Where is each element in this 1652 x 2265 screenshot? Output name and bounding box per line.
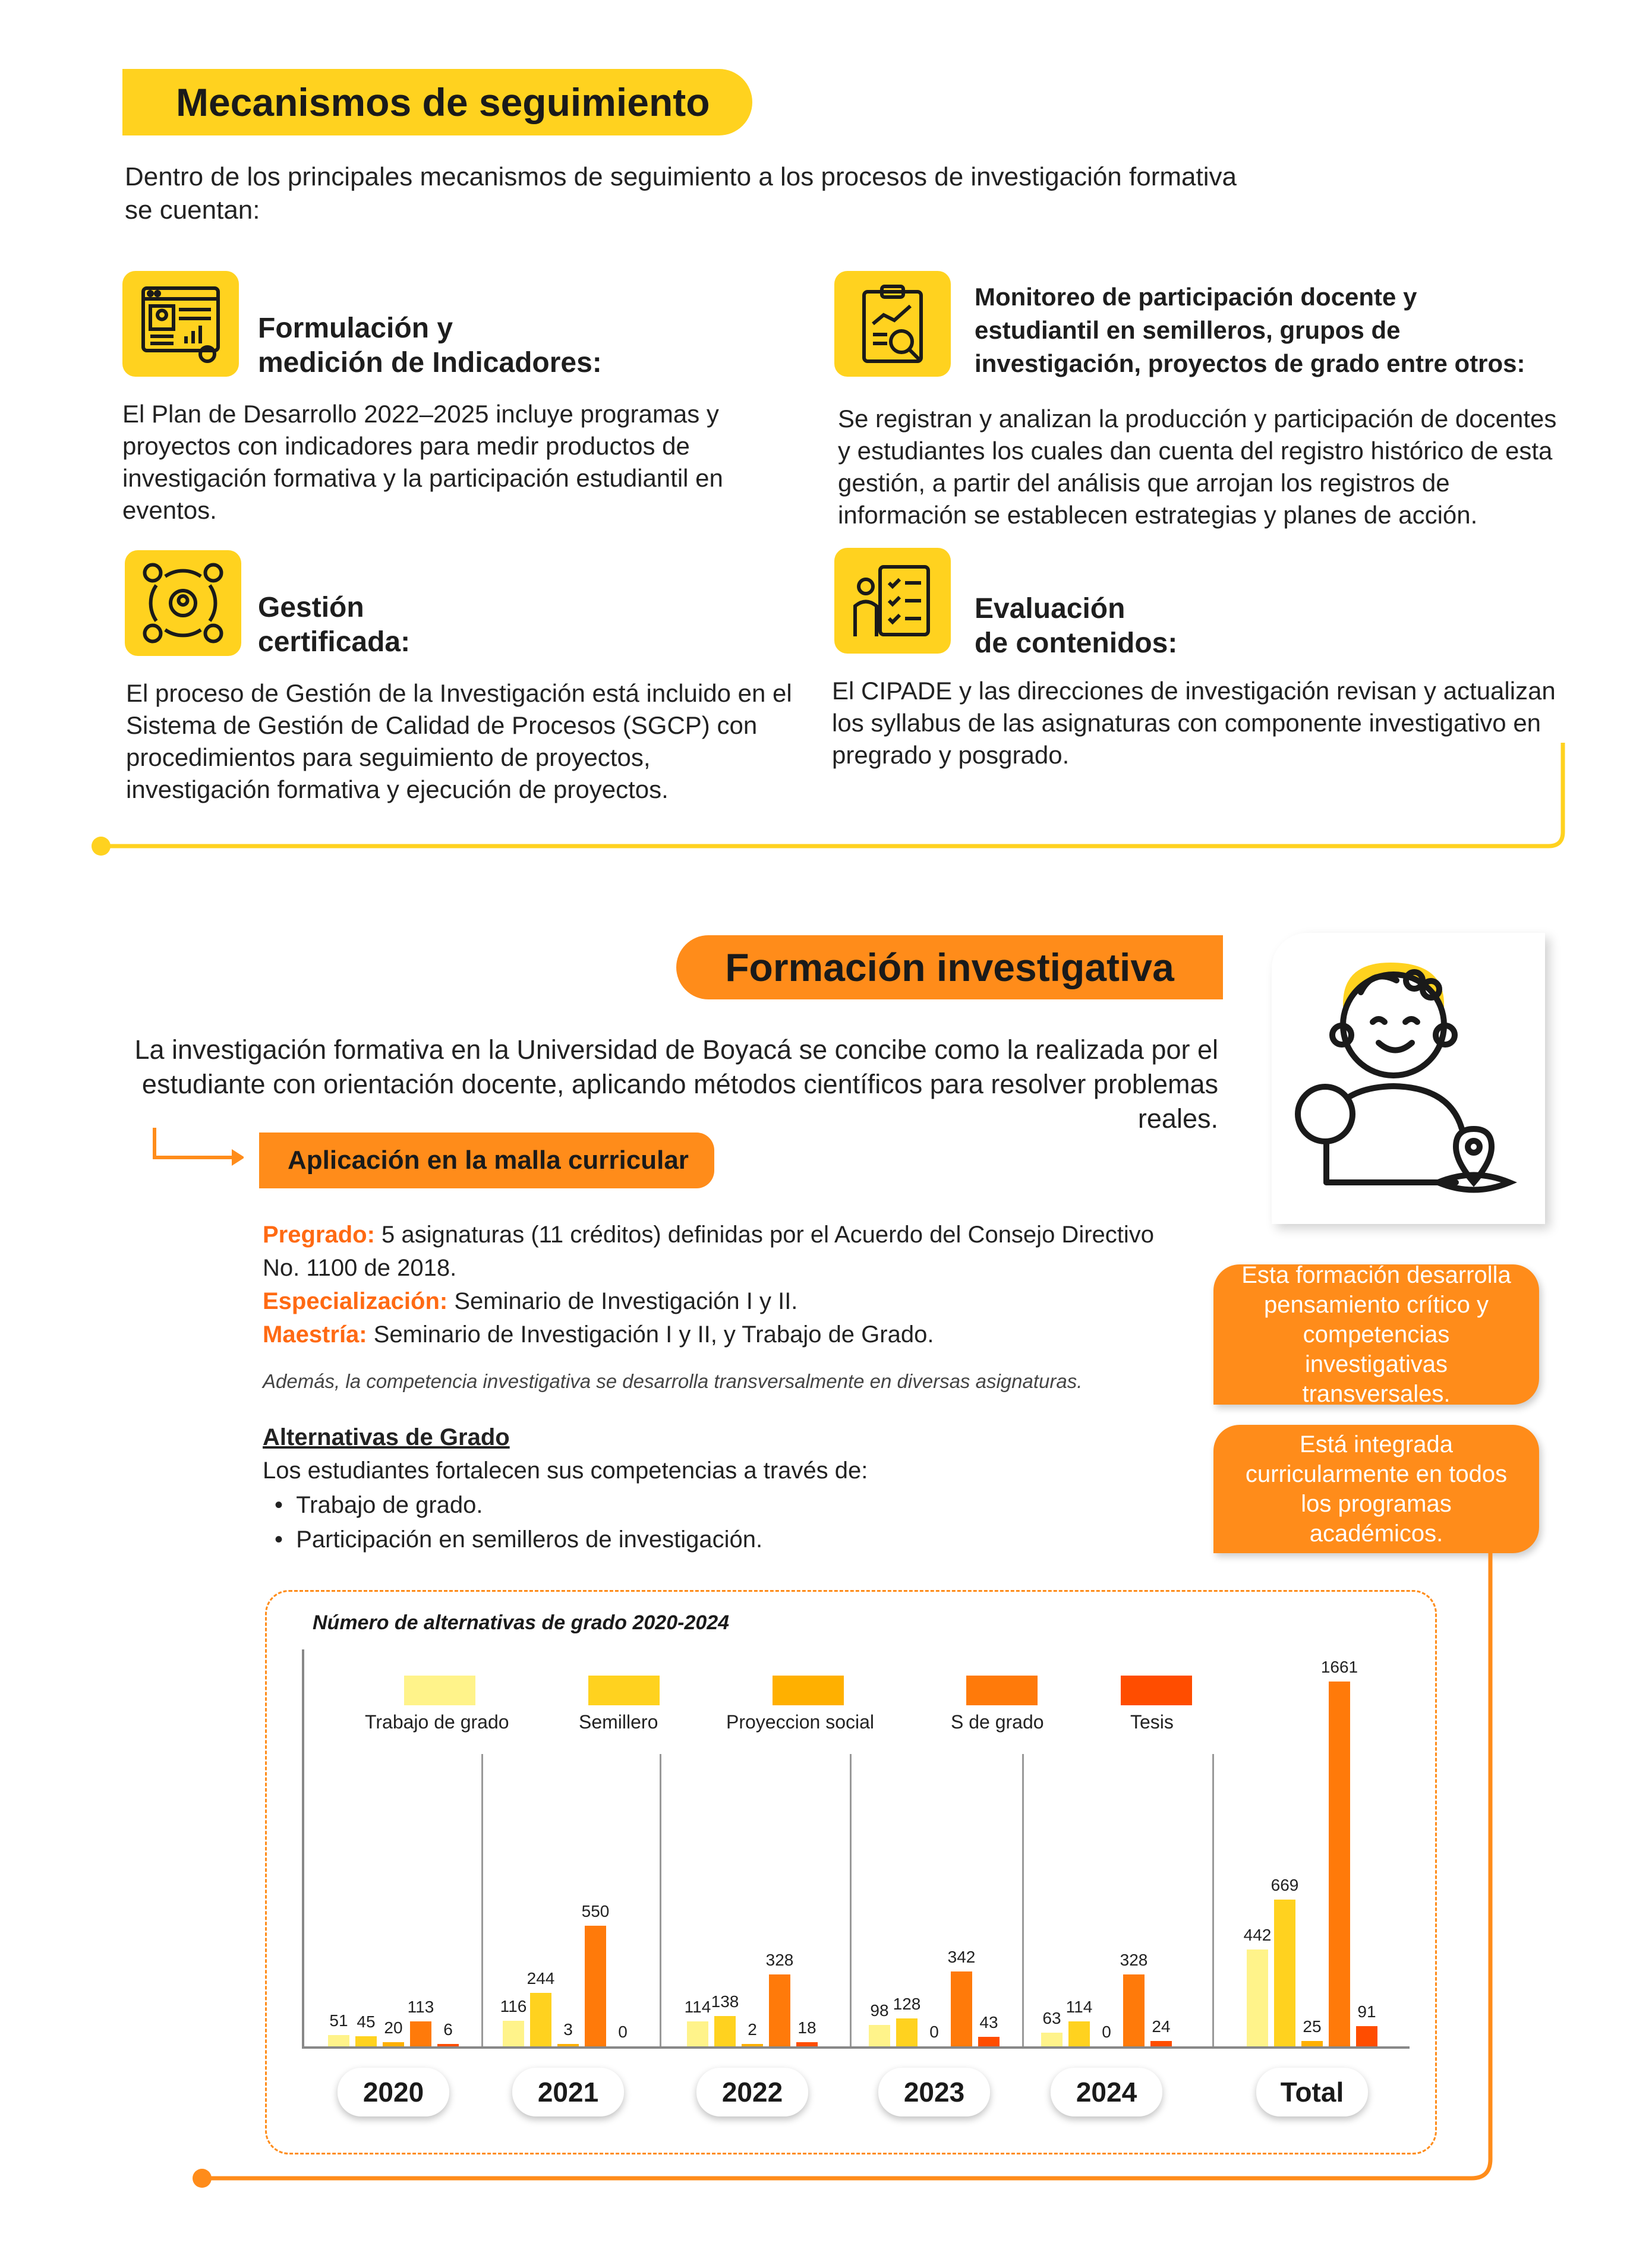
section2-title: Formación investigativa <box>676 935 1223 999</box>
bar-value-label: 328 <box>1120 1950 1148 1969</box>
category-label: 2021 <box>512 2068 624 2116</box>
item4-title: Evaluación de contenidos: <box>975 593 1178 659</box>
legend-swatch <box>773 1676 844 1705</box>
callout-curricular: Está integrada curricularmente en todos los programas académicos. <box>1213 1425 1539 1553</box>
bar <box>328 2035 349 2046</box>
bar-value-label: 114 <box>1065 1997 1093 2016</box>
category-label: 2023 <box>878 2068 990 2116</box>
maestria-label: Maestría: <box>263 1321 367 1348</box>
bar-value-label: 550 <box>581 1901 610 1920</box>
item1-body: El Plan de Desarrollo 2022–2025 incluye programas y proyectos con indicadores para medir productos de investigación formativa y la participación estudiantil en eventos. <box>122 400 723 524</box>
legend-swatch <box>966 1676 1038 1705</box>
bar-value-label: 0 <box>929 2023 939 2041</box>
bar <box>1301 2041 1323 2046</box>
item4-body: El CIPADE y las direcciones de investigación revisan y actualizan los syllabus de las asignaturas con componente investigativo en pregrado y posgrado. <box>832 677 1556 769</box>
category-label: 2022 <box>696 2068 808 2116</box>
bar-value-label: 138 <box>711 1992 739 2011</box>
bar <box>1150 2041 1172 2046</box>
bar-value-label: 20 <box>384 2018 403 2037</box>
alternativas-intro: Los estudiantes fortalecen sus competencias a través de: <box>263 1458 868 1484</box>
bar-value-label: 45 <box>357 2012 376 2031</box>
item3-body: El proceso de Gestión de la Investigación está incluido en el Sistema de Gestión de Calidad de Procesos (SGCP) con procedimientos para seguimiento de proyectos, investigación formativa y ejecución de proyectos. <box>126 679 792 803</box>
legend-swatch <box>404 1676 475 1705</box>
malla-label: Aplicación en la malla curricular <box>259 1132 714 1188</box>
bar <box>355 2036 377 2046</box>
bar <box>742 2044 763 2046</box>
bar <box>687 2021 708 2046</box>
especializacion-label: Especialización: <box>263 1288 448 1314</box>
bar-value-label: 244 <box>527 1969 555 1988</box>
section2-note: Además, la competencia investigativa se desarrolla transversalmente en diversas asignaturas. <box>263 1370 1083 1392</box>
bar <box>1041 2033 1063 2046</box>
bar <box>1247 1949 1268 2046</box>
group-divider <box>481 1754 483 2046</box>
bar <box>383 2042 404 2046</box>
group-divider <box>660 1754 661 2046</box>
legend-swatch <box>1121 1676 1192 1705</box>
item3-title: Gestión certificada: <box>258 592 411 658</box>
pregrado-label: Pregrado: <box>263 1222 375 1248</box>
maestria-text: Seminario de Investigación I y II, y Trabajo de Grado. <box>367 1321 934 1348</box>
bar-value-label: 0 <box>1102 2023 1111 2041</box>
callout-critical-thinking: Esta formación desarrolla pensamiento crítico y competencias investigativas transversales. <box>1213 1264 1539 1405</box>
group-divider <box>1212 1754 1214 2046</box>
bar-value-label: 63 <box>1042 2008 1061 2027</box>
bar-value-label: 18 <box>797 2018 816 2037</box>
bar <box>1356 2026 1377 2046</box>
legend-label: Trabajo de grado <box>365 1711 509 1733</box>
bar-value-label: 0 <box>618 2023 628 2041</box>
bar-value-label: 91 <box>1357 2002 1376 2021</box>
x-axis <box>302 2046 1410 2049</box>
section1-title: Mecanismos de seguimiento <box>122 69 752 135</box>
bar-value-label: 128 <box>893 1994 921 2013</box>
bar <box>437 2044 459 2046</box>
bar <box>978 2037 1000 2046</box>
bar-value-label: 2 <box>748 2020 757 2039</box>
bar-value-label: 442 <box>1243 1925 1272 1944</box>
list-item: • Trabajo de grado. <box>275 1492 483 1518</box>
bar-value-label: 328 <box>765 1950 794 1969</box>
bar-value-label: 3 <box>563 2020 573 2039</box>
legend-label: Proyeccion social <box>726 1711 874 1733</box>
bar-value-label: 113 <box>407 1998 434 2017</box>
bar-value-label: 51 <box>329 2011 348 2030</box>
bar-value-label: 1661 <box>1320 1658 1358 1676</box>
legend-label: Tesis <box>1130 1711 1174 1733</box>
bar <box>951 1971 972 2046</box>
section1-intro: Dentro de los principales mecanismos de seguimiento a los procesos de investigación formativa se cuentan: <box>125 162 1237 225</box>
bar-value-label: 25 <box>1303 2017 1322 2036</box>
legend-swatch <box>588 1676 660 1705</box>
bar <box>869 2025 890 2046</box>
item1-title: Formulación y medición de Indicadores: <box>258 313 602 378</box>
bar <box>796 2042 818 2046</box>
bar-value-label: 6 <box>443 2020 453 2039</box>
bar-value-label: 116 <box>500 1997 527 2016</box>
category-label: 2024 <box>1051 2068 1162 2116</box>
bar-value-label: 114 <box>684 1997 711 2016</box>
y-axis <box>302 1649 304 2046</box>
pregrado-text: 5 asignaturas (11 créditos) definidas por el Acuerdo del Consejo Directivo No. 1100 de 2018. <box>263 1222 1155 1281</box>
category-label: Total <box>1256 2068 1368 2116</box>
bar-value-label: 98 <box>870 2001 889 2020</box>
group-divider <box>1022 1754 1024 2046</box>
item2-body: Se registran y analizan la producción y participación de docentes y estudiantes los cuales dan cuenta del registro histórico de esta gestión, a partir del análisis que arrojan los registros de información se establecen estrategias y planes de acción. <box>838 405 1557 529</box>
bar-value-label: 43 <box>979 2013 998 2032</box>
item2-title: Monitoreo de participación docente y estudiantil en semilleros, grupos de investigación, proyectos de grado entre otros: <box>975 283 1525 377</box>
legend-label: Semillero <box>579 1711 658 1733</box>
especializacion-text: Seminario de Investigación I y II. <box>447 1288 798 1314</box>
bar <box>1329 1682 1350 2046</box>
section2-intro: La investigación formativa en la Universidad de Boyacá se concibe como la realizada por el estudiante con orientación docente, aplicando métodos científicos para resolver problemas reales. <box>134 1034 1218 1134</box>
bar <box>503 2021 524 2046</box>
legend-label: S de grado <box>951 1711 1044 1733</box>
alternativas-title: Alternativas de Grado <box>263 1424 510 1450</box>
list-item: • Participación en semilleros de investigación. <box>275 1526 763 1553</box>
bar-value-label: 669 <box>1270 1875 1299 1894</box>
chart-title: Número de alternativas de grado 2020-2024 <box>313 1611 730 1634</box>
category-label: 2020 <box>338 2068 449 2116</box>
bar <box>557 2044 579 2046</box>
bar-value-label: 24 <box>1152 2017 1171 2036</box>
bar-value-label: 342 <box>947 1947 976 1966</box>
